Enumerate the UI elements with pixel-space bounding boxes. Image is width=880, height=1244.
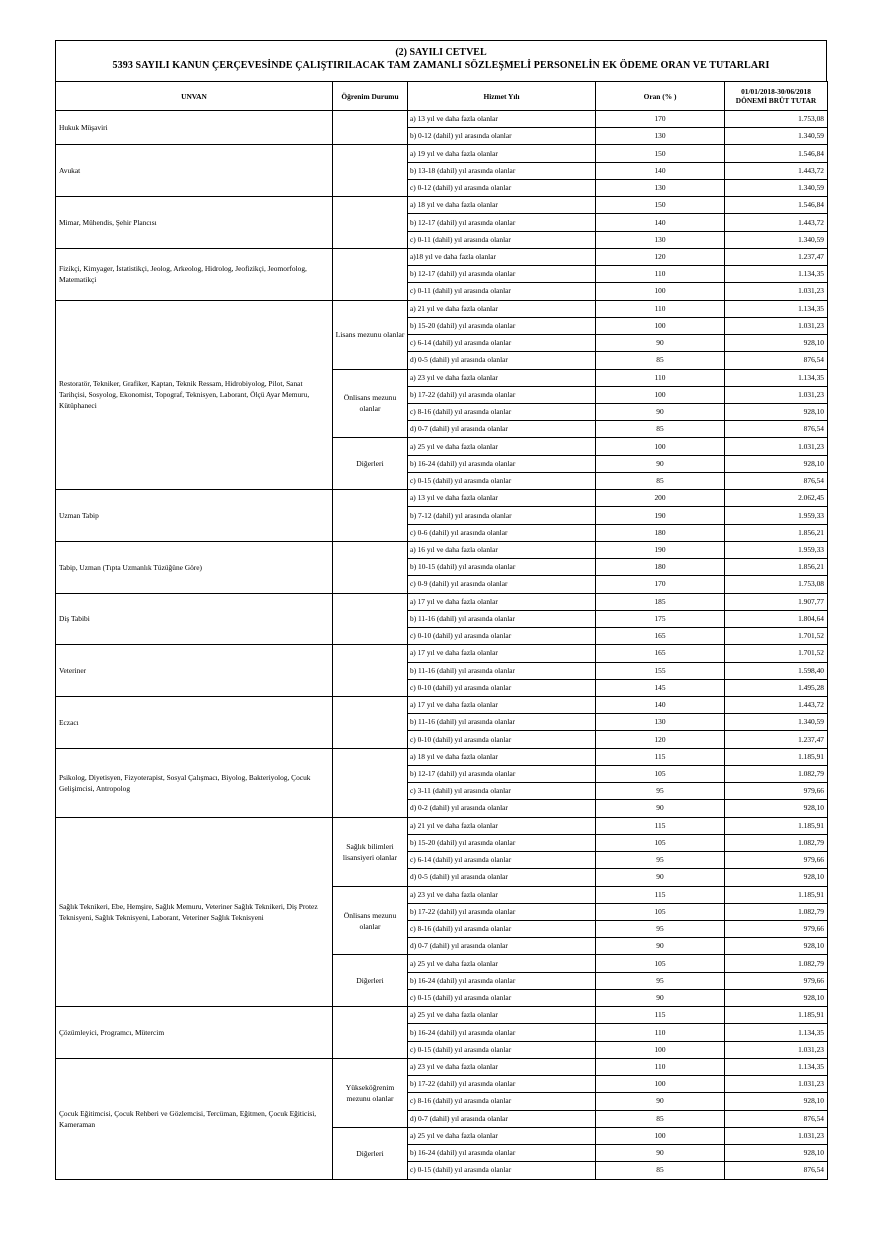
- header-tutar-label: DÖNEMİ BRÜT TUTAR: [735, 96, 817, 105]
- brut-tutar-cell: 928,10: [725, 1145, 828, 1162]
- oran-cell: 140: [596, 696, 725, 713]
- hizmet-yili-cell: c) 8-16 (dahil) yıl arasında olanlar: [408, 921, 596, 938]
- oran-cell: 110: [596, 300, 725, 317]
- oran-cell: 90: [596, 869, 725, 886]
- oran-cell: 100: [596, 1076, 725, 1093]
- brut-tutar-cell: 928,10: [725, 403, 828, 420]
- oran-cell: 150: [596, 197, 725, 214]
- ogrenim-durumu-cell: [333, 1007, 408, 1059]
- brut-tutar-cell: 979,66: [725, 921, 828, 938]
- unvan-cell: Restoratör, Tekniker, Grafiker, Kaptan, Teknik Ressam, Hidrobiyolog, Pilot, Sanat Tarihçisi, Sosyolog, Ekonomist, Topograf, Teknisyen, Laborant, Ölçü Ayar Memuru, Kütüphaneci: [56, 300, 333, 490]
- hizmet-yili-cell: a) 25 yıl ve daha fazla olanlar: [408, 1127, 596, 1144]
- oran-cell: 90: [596, 989, 725, 1006]
- oran-cell: 90: [596, 1093, 725, 1110]
- brut-tutar-cell: 1.340,59: [725, 714, 828, 731]
- hizmet-yili-cell: a) 17 yıl ve daha fazla olanlar: [408, 593, 596, 610]
- oran-cell: 130: [596, 128, 725, 145]
- hizmet-yili-cell: d) 0-7 (dahil) yıl arasında olanlar: [408, 421, 596, 438]
- brut-tutar-cell: 1.753,08: [725, 111, 828, 128]
- ogrenim-durumu-cell: Diğerleri: [333, 1127, 408, 1179]
- hizmet-yili-cell: b) 12-17 (dahil) yıl arasında olanlar: [408, 765, 596, 782]
- ek-odeme-table: [55, 81, 828, 1180]
- hizmet-yili-cell: b) 11-16 (dahil) yıl arasında olanlar: [408, 610, 596, 627]
- brut-tutar-cell: 979,66: [725, 783, 828, 800]
- oran-cell: 170: [596, 111, 725, 128]
- oran-cell: 165: [596, 645, 725, 662]
- oran-cell: 100: [596, 1041, 725, 1058]
- hizmet-yili-cell: c) 0-11 (dahil) yıl arasında olanlar: [408, 283, 596, 300]
- hizmet-yili-cell: b) 16-24 (dahil) yıl arasında olanlar: [408, 1145, 596, 1162]
- oran-cell: 185: [596, 593, 725, 610]
- hizmet-yili-cell: d) 0-5 (dahil) yıl arasında olanlar: [408, 869, 596, 886]
- hizmet-yili-cell: d) 0-2 (dahil) yıl arasında olanlar: [408, 800, 596, 817]
- hizmet-yili-cell: b) 0-12 (dahil) yıl arasında olanlar: [408, 128, 596, 145]
- unvan-cell: Veteriner: [56, 645, 333, 697]
- oran-cell: 90: [596, 800, 725, 817]
- ogrenim-durumu-cell: [333, 197, 408, 249]
- hizmet-yili-cell: c) 0-9 (dahil) yıl arasında olanlar: [408, 576, 596, 593]
- oran-cell: 100: [596, 438, 725, 455]
- table-row: [56, 1007, 828, 1024]
- brut-tutar-cell: 1.340,59: [725, 128, 828, 145]
- brut-tutar-cell: 2.062,45: [725, 490, 828, 507]
- oran-cell: 145: [596, 679, 725, 696]
- ogrenim-durumu-cell: [333, 111, 408, 145]
- hizmet-yili-cell: b) 17-22 (dahil) yıl arasında olanlar: [408, 903, 596, 920]
- brut-tutar-cell: 876,54: [725, 472, 828, 489]
- hizmet-yili-cell: c) 0-11 (dahil) yıl arasında olanlar: [408, 231, 596, 248]
- hizmet-yili-cell: a) 13 yıl ve daha fazla olanlar: [408, 111, 596, 128]
- unvan-cell: Eczacı: [56, 696, 333, 748]
- hizmet-yili-cell: a) 23 yıl ve daha fazla olanlar: [408, 886, 596, 903]
- oran-cell: 100: [596, 1127, 725, 1144]
- oran-cell: 90: [596, 335, 725, 352]
- hizmet-yili-cell: b) 17-22 (dahil) yıl arasında olanlar: [408, 386, 596, 403]
- brut-tutar-cell: 979,66: [725, 972, 828, 989]
- table-row: [56, 817, 828, 834]
- cetvel-sheet: [55, 40, 827, 1180]
- brut-tutar-cell: 928,10: [725, 869, 828, 886]
- oran-cell: 110: [596, 369, 725, 386]
- unvan-cell: Fizikçi, Kimyager, İstatistikçi, Jeolog, Arkeolog, Hidrolog, Jeofizikçi, Jeomorfolog, Matematikçi: [56, 248, 333, 300]
- hizmet-yili-cell: b) 11-16 (dahil) yıl arasında olanlar: [408, 714, 596, 731]
- brut-tutar-cell: 1.443,72: [725, 214, 828, 231]
- brut-tutar-cell: 1.959,33: [725, 507, 828, 524]
- table-row: [56, 197, 828, 214]
- hizmet-yili-cell: a) 21 yıl ve daha fazla olanlar: [408, 817, 596, 834]
- brut-tutar-cell: 1.134,35: [725, 300, 828, 317]
- hizmet-yili-cell: b) 10-15 (dahil) yıl arasında olanlar: [408, 559, 596, 576]
- hizmet-yili-cell: a) 18 yıl ve daha fazla olanlar: [408, 197, 596, 214]
- hizmet-yili-cell: b) 12-17 (dahil) yıl arasında olanlar: [408, 266, 596, 283]
- hizmet-yili-cell: c) 0-10 (dahil) yıl arasında olanlar: [408, 731, 596, 748]
- brut-tutar-cell: 1.804,64: [725, 610, 828, 627]
- brut-tutar-cell: 876,54: [725, 1110, 828, 1127]
- table-row: [56, 748, 828, 765]
- brut-tutar-cell: 1.907,77: [725, 593, 828, 610]
- ogrenim-durumu-cell: [333, 696, 408, 748]
- oran-cell: 90: [596, 938, 725, 955]
- oran-cell: 105: [596, 834, 725, 851]
- table-row: [56, 248, 828, 265]
- brut-tutar-cell: 1.185,91: [725, 817, 828, 834]
- ogrenim-durumu-cell: Önlisans mezunu olanlar: [333, 886, 408, 955]
- oran-cell: 85: [596, 421, 725, 438]
- ogrenim-durumu-cell: [333, 145, 408, 197]
- unvan-cell: Diş Tabibi: [56, 593, 333, 645]
- oran-cell: 180: [596, 524, 725, 541]
- oran-cell: 140: [596, 162, 725, 179]
- brut-tutar-cell: 876,54: [725, 352, 828, 369]
- oran-cell: 175: [596, 610, 725, 627]
- ogrenim-durumu-cell: [333, 541, 408, 593]
- brut-tutar-cell: 928,10: [725, 335, 828, 352]
- brut-tutar-cell: 1.959,33: [725, 541, 828, 558]
- hizmet-yili-cell: a) 18 yıl ve daha fazla olanlar: [408, 748, 596, 765]
- hizmet-yili-cell: a) 16 yıl ve daha fazla olanlar: [408, 541, 596, 558]
- oran-cell: 130: [596, 179, 725, 196]
- brut-tutar-cell: 1.856,21: [725, 559, 828, 576]
- brut-tutar-cell: 1.134,35: [725, 1024, 828, 1041]
- brut-tutar-cell: 1.031,23: [725, 1041, 828, 1058]
- ogrenim-durumu-cell: [333, 248, 408, 300]
- brut-tutar-cell: 1.237,47: [725, 731, 828, 748]
- header-ogrenim-durumu: Öğrenim Durumu: [333, 82, 408, 111]
- oran-cell: 120: [596, 731, 725, 748]
- hizmet-yili-cell: a) 25 yıl ve daha fazla olanlar: [408, 438, 596, 455]
- brut-tutar-cell: 876,54: [725, 1162, 828, 1179]
- oran-cell: 90: [596, 1145, 725, 1162]
- document-title: (2) SAYILI CETVEL: [395, 47, 487, 58]
- hizmet-yili-cell: a) 25 yıl ve daha fazla olanlar: [408, 955, 596, 972]
- hizmet-yili-cell: b) 17-22 (dahil) yıl arasında olanlar: [408, 1076, 596, 1093]
- table-row: [56, 145, 828, 162]
- oran-cell: 180: [596, 559, 725, 576]
- table-row: [56, 490, 828, 507]
- oran-cell: 105: [596, 955, 725, 972]
- oran-cell: 105: [596, 903, 725, 920]
- oran-cell: 110: [596, 1058, 725, 1075]
- brut-tutar-cell: 1.443,72: [725, 162, 828, 179]
- hizmet-yili-cell: a) 23 yıl ve daha fazla olanlar: [408, 369, 596, 386]
- title-box: [55, 40, 827, 81]
- hizmet-yili-cell: a) 13 yıl ve daha fazla olanlar: [408, 490, 596, 507]
- brut-tutar-cell: 1.031,23: [725, 317, 828, 334]
- brut-tutar-cell: 928,10: [725, 989, 828, 1006]
- table-row: [56, 300, 828, 317]
- unvan-cell: Tabip, Uzman (Tıpta Uzmanlık Tüzüğüne Göre): [56, 541, 333, 593]
- hizmet-yili-cell: b) 16-24 (dahil) yıl arasında olanlar: [408, 455, 596, 472]
- hizmet-yili-cell: a) 21 yıl ve daha fazla olanlar: [408, 300, 596, 317]
- unvan-cell: Mimar, Mühendis, Şehir Plancısı: [56, 197, 333, 249]
- hizmet-yili-cell: c) 0-10 (dahil) yıl arasında olanlar: [408, 628, 596, 645]
- oran-cell: 115: [596, 886, 725, 903]
- hizmet-yili-cell: c) 8-16 (dahil) yıl arasında olanlar: [408, 1093, 596, 1110]
- unvan-cell: Çocuk Eğitimcisi, Çocuk Rehberi ve Gözlemcisi, Tercüman, Eğitmen, Çocuk Eğiticisi, Kameraman: [56, 1058, 333, 1179]
- oran-cell: 95: [596, 852, 725, 869]
- hizmet-yili-cell: b) 16-24 (dahil) yıl arasında olanlar: [408, 972, 596, 989]
- brut-tutar-cell: 1.031,23: [725, 1127, 828, 1144]
- hizmet-yili-cell: c) 8-16 (dahil) yıl arasında olanlar: [408, 403, 596, 420]
- brut-tutar-cell: 1.340,59: [725, 231, 828, 248]
- oran-cell: 170: [596, 576, 725, 593]
- header-oran: Oran (% ): [596, 82, 725, 111]
- hizmet-yili-cell: c) 0-15 (dahil) yıl arasında olanlar: [408, 1162, 596, 1179]
- brut-tutar-cell: 1.185,91: [725, 748, 828, 765]
- header-hizmet-yili: Hizmet Yılı: [408, 82, 596, 111]
- table-row: [56, 593, 828, 610]
- brut-tutar-cell: 1.134,35: [725, 1058, 828, 1075]
- header-tutar-period: 01/01/2018-30/06/2018: [741, 87, 811, 96]
- oran-cell: 85: [596, 352, 725, 369]
- brut-tutar-cell: 1.856,21: [725, 524, 828, 541]
- brut-tutar-cell: 1.443,72: [725, 696, 828, 713]
- oran-cell: 165: [596, 628, 725, 645]
- table-row: [56, 111, 828, 128]
- brut-tutar-cell: 1.237,47: [725, 248, 828, 265]
- unvan-cell: Çözümleyici, Programcı, Mütercim: [56, 1007, 333, 1059]
- brut-tutar-cell: 979,66: [725, 852, 828, 869]
- ogrenim-durumu-cell: Lisans mezunu olanlar: [333, 300, 408, 369]
- hizmet-yili-cell: b) 15-20 (dahil) yıl arasında olanlar: [408, 834, 596, 851]
- ogrenim-durumu-cell: [333, 593, 408, 645]
- brut-tutar-cell: 1.753,08: [725, 576, 828, 593]
- brut-tutar-cell: 1.185,91: [725, 1007, 828, 1024]
- oran-cell: 120: [596, 248, 725, 265]
- brut-tutar-cell: 1.031,23: [725, 386, 828, 403]
- brut-tutar-cell: 928,10: [725, 455, 828, 472]
- unvan-cell: Uzman Tabip: [56, 490, 333, 542]
- oran-cell: 85: [596, 1162, 725, 1179]
- oran-cell: 95: [596, 921, 725, 938]
- hizmet-yili-cell: b) 12-17 (dahil) yıl arasında olanlar: [408, 214, 596, 231]
- hizmet-yili-cell: a) 23 yıl ve daha fazla olanlar: [408, 1058, 596, 1075]
- oran-cell: 200: [596, 490, 725, 507]
- brut-tutar-cell: 1.598,40: [725, 662, 828, 679]
- table-row: [56, 696, 828, 713]
- brut-tutar-cell: 1.185,91: [725, 886, 828, 903]
- oran-cell: 95: [596, 783, 725, 800]
- brut-tutar-cell: 928,10: [725, 1093, 828, 1110]
- hizmet-yili-cell: c) 0-12 (dahil) yıl arasında olanlar: [408, 179, 596, 196]
- ogrenim-durumu-cell: [333, 645, 408, 697]
- oran-cell: 115: [596, 817, 725, 834]
- oran-cell: 85: [596, 472, 725, 489]
- brut-tutar-cell: 1.340,59: [725, 179, 828, 196]
- unvan-cell: Sağlık Teknikeri, Ebe, Hemşire, Sağlık Memuru, Veteriner Sağlık Teknikeri, Diş Protez Teknisyeni, Sağlık Teknisyeni, Laborant, Veteriner Sağlık Teknisyeni: [56, 817, 333, 1007]
- ogrenim-durumu-cell: Önlisans mezunu olanlar: [333, 369, 408, 438]
- brut-tutar-cell: 876,54: [725, 421, 828, 438]
- oran-cell: 85: [596, 1110, 725, 1127]
- brut-tutar-cell: 1.495,28: [725, 679, 828, 696]
- brut-tutar-cell: 1.082,79: [725, 834, 828, 851]
- hizmet-yili-cell: b) 16-24 (dahil) yıl arasında olanlar: [408, 1024, 596, 1041]
- header-brut-tutar: [725, 82, 828, 111]
- brut-tutar-cell: 1.546,84: [725, 197, 828, 214]
- brut-tutar-cell: 1.082,79: [725, 765, 828, 782]
- oran-cell: 100: [596, 386, 725, 403]
- oran-cell: 140: [596, 214, 725, 231]
- brut-tutar-cell: 1.031,23: [725, 1076, 828, 1093]
- oran-cell: 130: [596, 714, 725, 731]
- brut-tutar-cell: 1.134,35: [725, 266, 828, 283]
- oran-cell: 100: [596, 317, 725, 334]
- ogrenim-durumu-cell: [333, 490, 408, 542]
- unvan-cell: Psikolog, Diyetisyen, Fizyoterapist, Sosyal Çalışmacı, Biyolog, Bakteriyolog, Çocuk Gelişimcisi, Antropolog: [56, 748, 333, 817]
- brut-tutar-cell: 928,10: [725, 938, 828, 955]
- hizmet-yili-cell: c) 0-10 (dahil) yıl arasında olanlar: [408, 679, 596, 696]
- hizmet-yili-cell: c) 0-6 (dahil) yıl arasında olanlar: [408, 524, 596, 541]
- oran-cell: 105: [596, 765, 725, 782]
- brut-tutar-cell: 1.082,79: [725, 903, 828, 920]
- oran-cell: 110: [596, 1024, 725, 1041]
- header-row: [56, 82, 828, 111]
- hizmet-yili-cell: d) 0-7 (dahil) yıl arasında olanlar: [408, 938, 596, 955]
- hizmet-yili-cell: c) 3-11 (dahil) yıl arasında olanlar: [408, 783, 596, 800]
- unvan-cell: Hukuk Müşaviri: [56, 111, 333, 145]
- brut-tutar-cell: 928,10: [725, 800, 828, 817]
- table-body: [56, 111, 828, 1180]
- oran-cell: 150: [596, 145, 725, 162]
- hizmet-yili-cell: c) 0-15 (dahil) yıl arasında olanlar: [408, 472, 596, 489]
- oran-cell: 90: [596, 403, 725, 420]
- oran-cell: 110: [596, 266, 725, 283]
- hizmet-yili-cell: c) 0-15 (dahil) yıl arasında olanlar: [408, 989, 596, 1006]
- ogrenim-durumu-cell: Yükseköğrenim mezunu olanlar: [333, 1058, 408, 1127]
- oran-cell: 115: [596, 1007, 725, 1024]
- hizmet-yili-cell: a)18 yıl ve daha fazla olanlar: [408, 248, 596, 265]
- hizmet-yili-cell: a) 25 yıl ve daha fazla olanlar: [408, 1007, 596, 1024]
- oran-cell: 155: [596, 662, 725, 679]
- oran-cell: 115: [596, 748, 725, 765]
- document-subtitle: 5393 SAYILI KANUN ÇERÇEVESİNDE ÇALIŞTIRILACAK TAM ZAMANLI SÖZLEŞMELİ PERSONELİN EK ÖDEME ORAN VE TUTARLARI: [112, 60, 770, 71]
- brut-tutar-cell: 1.082,79: [725, 955, 828, 972]
- oran-cell: 100: [596, 283, 725, 300]
- hizmet-yili-cell: b) 13-18 (dahil) yıl arasında olanlar: [408, 162, 596, 179]
- hizmet-yili-cell: b) 7-12 (dahil) yıl arasında olanlar: [408, 507, 596, 524]
- table-row: [56, 645, 828, 662]
- brut-tutar-cell: 1.134,35: [725, 369, 828, 386]
- hizmet-yili-cell: a) 19 yıl ve daha fazla olanlar: [408, 145, 596, 162]
- table-row: [56, 541, 828, 558]
- unvan-cell: Avukat: [56, 145, 333, 197]
- hizmet-yili-cell: c) 6-14 (dahil) yıl arasında olanlar: [408, 335, 596, 352]
- brut-tutar-cell: 1.031,23: [725, 283, 828, 300]
- ogrenim-durumu-cell: Diğerleri: [333, 955, 408, 1007]
- oran-cell: 90: [596, 455, 725, 472]
- hizmet-yili-cell: a) 17 yıl ve daha fazla olanlar: [408, 696, 596, 713]
- hizmet-yili-cell: b) 15-20 (dahil) yıl arasında olanlar: [408, 317, 596, 334]
- oran-cell: 190: [596, 541, 725, 558]
- brut-tutar-cell: 1.546,84: [725, 145, 828, 162]
- oran-cell: 190: [596, 507, 725, 524]
- hizmet-yili-cell: c) 0-15 (dahil) yıl arasında olanlar: [408, 1041, 596, 1058]
- hizmet-yili-cell: b) 11-16 (dahil) yıl arasında olanlar: [408, 662, 596, 679]
- brut-tutar-cell: 1.031,23: [725, 438, 828, 455]
- table-row: [56, 1058, 828, 1075]
- brut-tutar-cell: 1.701,52: [725, 645, 828, 662]
- hizmet-yili-cell: d) 0-5 (dahil) yıl arasında olanlar: [408, 352, 596, 369]
- hizmet-yili-cell: a) 17 yıl ve daha fazla olanlar: [408, 645, 596, 662]
- header-unvan: UNVAN: [56, 82, 333, 111]
- ogrenim-durumu-cell: Sağlık bilimleri lisansiyeri olanlar: [333, 817, 408, 886]
- hizmet-yili-cell: c) 6-14 (dahil) yıl arasında olanlar: [408, 852, 596, 869]
- ogrenim-durumu-cell: Diğerleri: [333, 438, 408, 490]
- oran-cell: 95: [596, 972, 725, 989]
- hizmet-yili-cell: d) 0-7 (dahil) yıl arasında olanlar: [408, 1110, 596, 1127]
- brut-tutar-cell: 1.701,52: [725, 628, 828, 645]
- oran-cell: 130: [596, 231, 725, 248]
- ogrenim-durumu-cell: [333, 748, 408, 817]
